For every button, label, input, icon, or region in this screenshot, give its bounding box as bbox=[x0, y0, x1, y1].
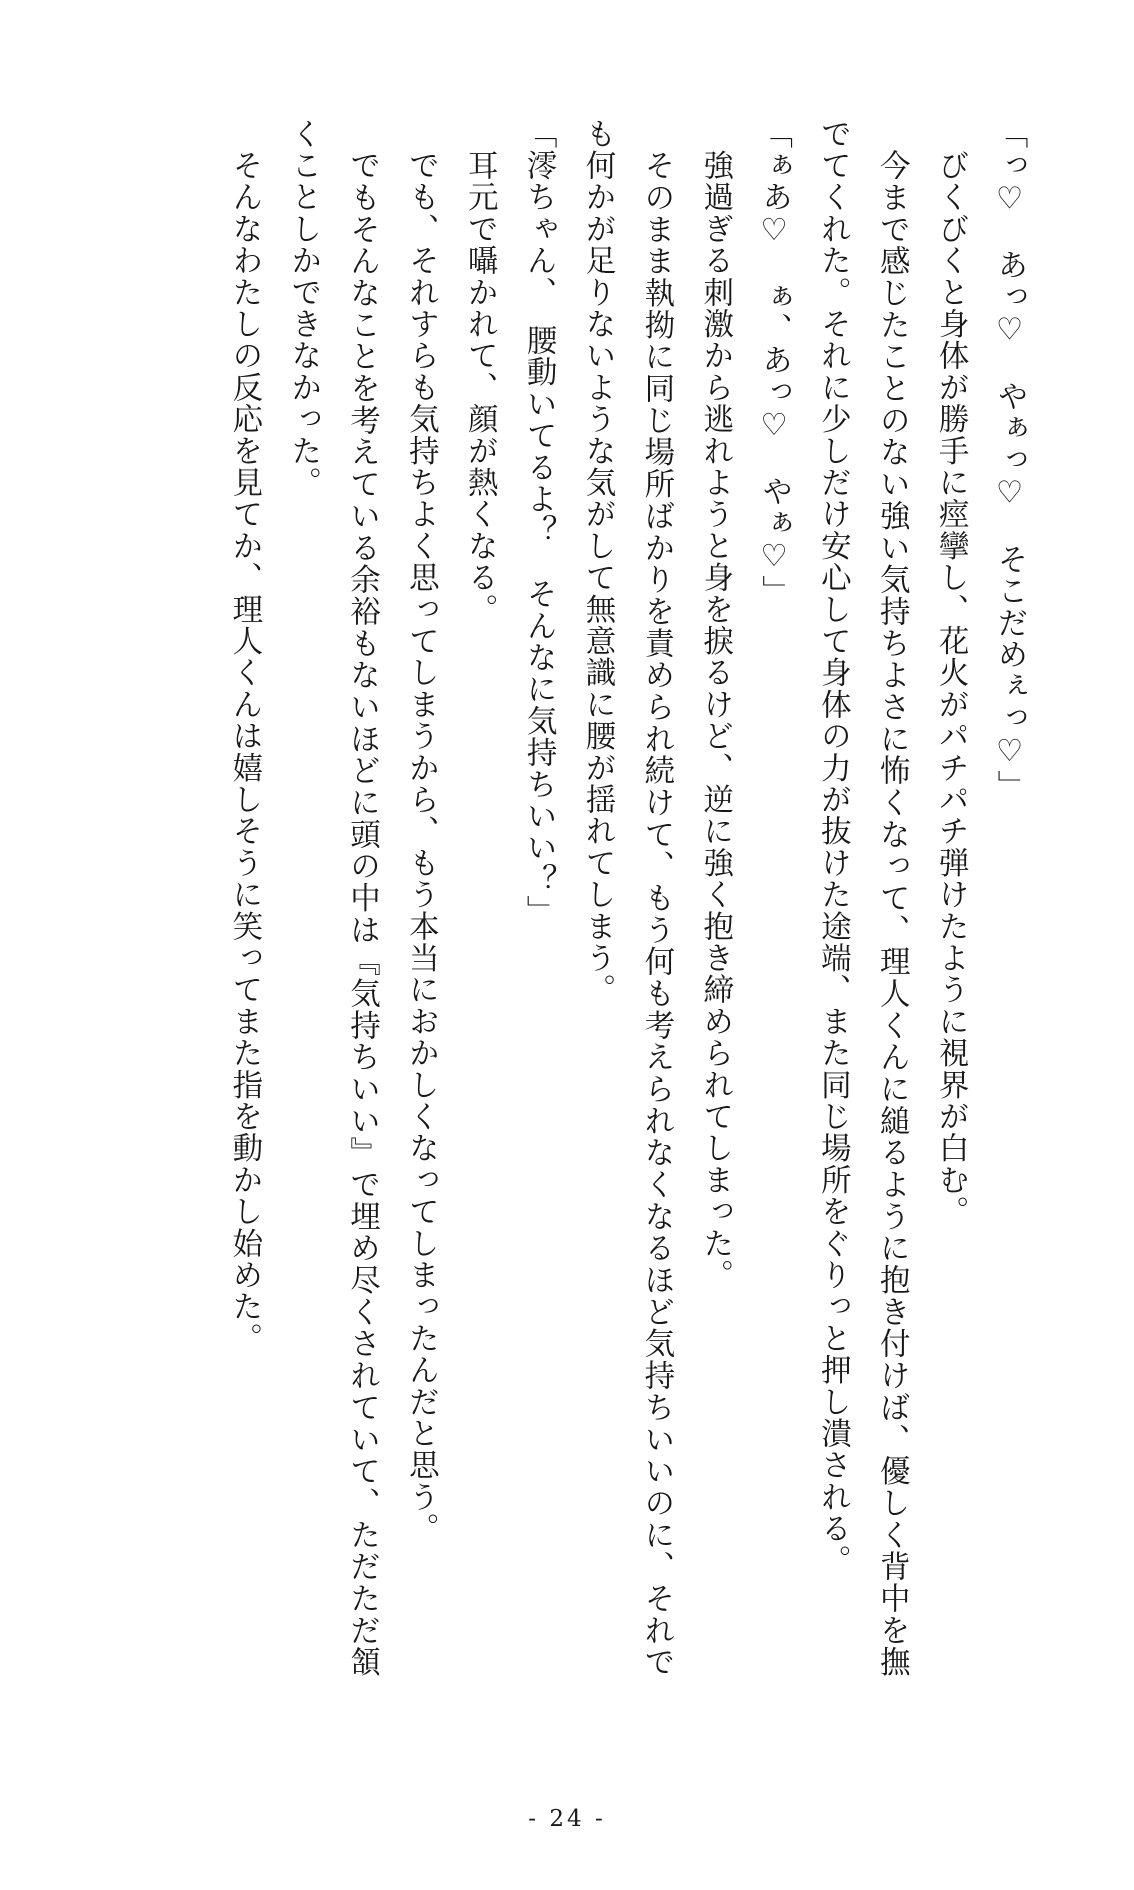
paragraph: 「ぁあ♡ ぁ、あっ♡ やぁ♡」 bbox=[756, 118, 792, 607]
paragraph: でも、それすらも気持ちよく思ってしまうから、もう本当におかしくなってしまったんだと思う。 bbox=[403, 118, 439, 1545]
paragraph: そんなわたしの反応を見てか、理人くんは嬉しそうに笑ってまた指を動かし始めた。 bbox=[226, 118, 262, 1355]
paragraph: 耳元で囁かれて、顔が熱くなる。 bbox=[462, 118, 498, 626]
paragraph: 「澪ちゃん、 腰動いてるよ？ そんなに気持ちいい？」 bbox=[521, 118, 557, 927]
paragraph: 「っ♡ あっ♡ やぁっ♡ そこだめぇっ♡」 bbox=[992, 118, 1027, 802]
paragraph: そのまま執拗に同じ場所ばかりを責められ続けて、もう何も考えられなくなるほど気持ちいいのに、それでも何かが足りないような気がして無意識に腰が揺れてしまう。 bbox=[579, 118, 674, 1678]
page-number: - 24 - bbox=[528, 1806, 606, 1832]
paragraph: びくびくと身体が勝手に痙攣し、花火がパチパチ弾けたように視界が白む。 bbox=[933, 118, 969, 1228]
novel-body-text bbox=[78, 118, 1038, 1678]
paragraph: 強過ぎる刺激から逃れようと身を捩るけど、逆に強く抱き締められてしまった。 bbox=[697, 118, 733, 1291]
paragraph: でもそんなことを考えている余裕もないほどに頭の中は『気持ちいい』で埋め尽くされていて、ただただ頷くことしかできなかった。 bbox=[285, 118, 380, 1678]
paragraph: 今まで感じたことのない強い気持ちよさに怖くなって、理人くんに縋るように抱き付けば、優しく背中を撫でてくれた。それに少しだけ安心して身体の力が抜けた途端、また同じ場所をぐりっと押し潰される。 bbox=[815, 118, 910, 1678]
